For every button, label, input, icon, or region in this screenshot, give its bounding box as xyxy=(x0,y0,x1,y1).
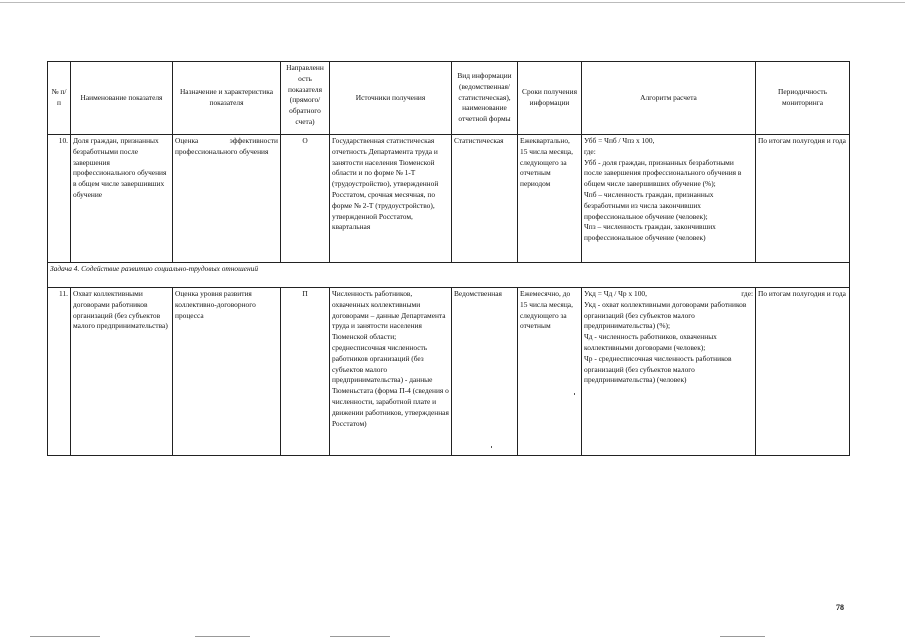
row11-formula: Укд = Чд / Чр х 100, xyxy=(584,289,647,298)
row11-name: Охват коллективными договорами работников организаций (без субъектов малого предпринимательства) xyxy=(71,288,173,456)
scan-edge-top xyxy=(0,2,905,3)
row11-sources: Численность работников, охваченных коллективными договорами – данные Департамента труда и занятости населения Тюменской области; среднесписочная численность работников организаций (без субъектов малого предпринимательства) - данные Тюменьстата (форма П-4 (сведения о численности, заработной плате и движении работников, утвержденная Росстатом) xyxy=(330,288,452,456)
header-info-type: Вид информации (ведомственная/ статистическая), наименование отчетной формы xyxy=(452,62,518,135)
row11-alg-line3: Чр - среднесписочная численность работников организаций (без субъектов малого предпринимательства) (человек) xyxy=(584,353,732,385)
header-periodicity: Периодичность мониторинга xyxy=(756,62,850,135)
row11-where: где: xyxy=(741,289,753,298)
table-row xyxy=(48,135,850,263)
row11-purpose: Оценка уровня развития коллективно-договорного процесса xyxy=(173,288,281,456)
scan-speck-1 xyxy=(574,393,575,395)
row10-deadline: Ежеквартально, 15 числа месяца, следующего за отчетным периодом xyxy=(518,135,582,263)
page-number: 78 xyxy=(836,603,844,612)
header-purpose: Назначение и характеристика показателя xyxy=(173,62,281,135)
scan-edge-bottom-4 xyxy=(720,636,765,637)
task4-heading: Задача 4. Содействие развитию социально-трудовых отношений xyxy=(48,263,850,288)
header-sources: Источники получения xyxy=(330,62,452,135)
row11-algorithm xyxy=(582,288,756,456)
row10-purpose xyxy=(173,135,281,263)
header-deadline: Сроки получения информации xyxy=(518,62,582,135)
header-algorithm: Алгоритм расчета xyxy=(582,62,756,135)
table-row xyxy=(48,288,850,456)
header-row xyxy=(48,62,850,135)
scan-edge-bottom-2 xyxy=(195,636,250,637)
row10-num: 10. xyxy=(48,135,71,263)
row10-alg-line3: Чпз – численность граждан, закончивших профессиональное обучение (человек) xyxy=(584,222,716,243)
row11-alg-line1: Укд - охват коллективными договорами работников организаций (без субъектов малого предпринимательства) (%); xyxy=(584,299,747,331)
row11-deadline: Ежемесячно, до 15 числа месяца, следующего за отчетным xyxy=(518,288,582,456)
row10-direction: О xyxy=(281,135,330,263)
scan-speck-2 xyxy=(491,446,492,448)
header-num: № п/п xyxy=(48,62,71,135)
row11-direction: П xyxy=(281,288,330,456)
row10-alg-line1: Убб - доля граждан, признанных безработными после завершения профессионального обучения в общем числе завершивших обучение (%); xyxy=(584,157,742,189)
row10-formula: Убб = Чпб / Чпз х 100, xyxy=(584,136,655,145)
row10-purpose-word2: эффективности xyxy=(229,136,278,145)
row10-algorithm xyxy=(582,135,756,263)
row10-name: Доля граждан, признанных безработными после завершения профессионального обучения в общем числе завершивших обучение xyxy=(71,135,173,263)
row11-alg-line2: Чд - численность работников, охваченных коллективными договорами (человек); xyxy=(584,332,717,352)
row10-purpose-word1: Оценка xyxy=(175,136,199,145)
row10-where: где: xyxy=(584,146,596,156)
scan-edge-bottom-3 xyxy=(330,636,390,637)
row10-alg-line2: Чпб – численность граждан, признанных безработными из числа закончивших профессиональное обучение (человек); xyxy=(584,189,714,221)
row10-sources: Государственная статистическая отчетность Департамента труда и занятости населения Тюменской области и по форме № 1-Т (трудоустройство), утвержденной Росстатом, срочная месячная, по форме № 2-Т (трудоустройство), утвержденной Росстатом, квартальная xyxy=(330,135,452,263)
row11-periodicity: По итогам полугодия и года xyxy=(756,288,850,456)
row11-info-type: Ведомственная xyxy=(452,288,518,456)
task-row xyxy=(48,263,850,288)
row10-purpose-rest: профессионального обучения xyxy=(175,146,269,156)
header-direction: Направленн ость показателя (прямого/ обратного счета) xyxy=(281,62,330,135)
header-name: Наименование показателя xyxy=(71,62,173,135)
indicators-table xyxy=(47,61,850,456)
row10-info-type: Статистическая xyxy=(452,135,518,263)
scan-edge-bottom-1 xyxy=(30,636,100,637)
row11-num: 11. xyxy=(48,288,71,456)
row10-periodicity: По итогам полугодия и года xyxy=(756,135,850,263)
